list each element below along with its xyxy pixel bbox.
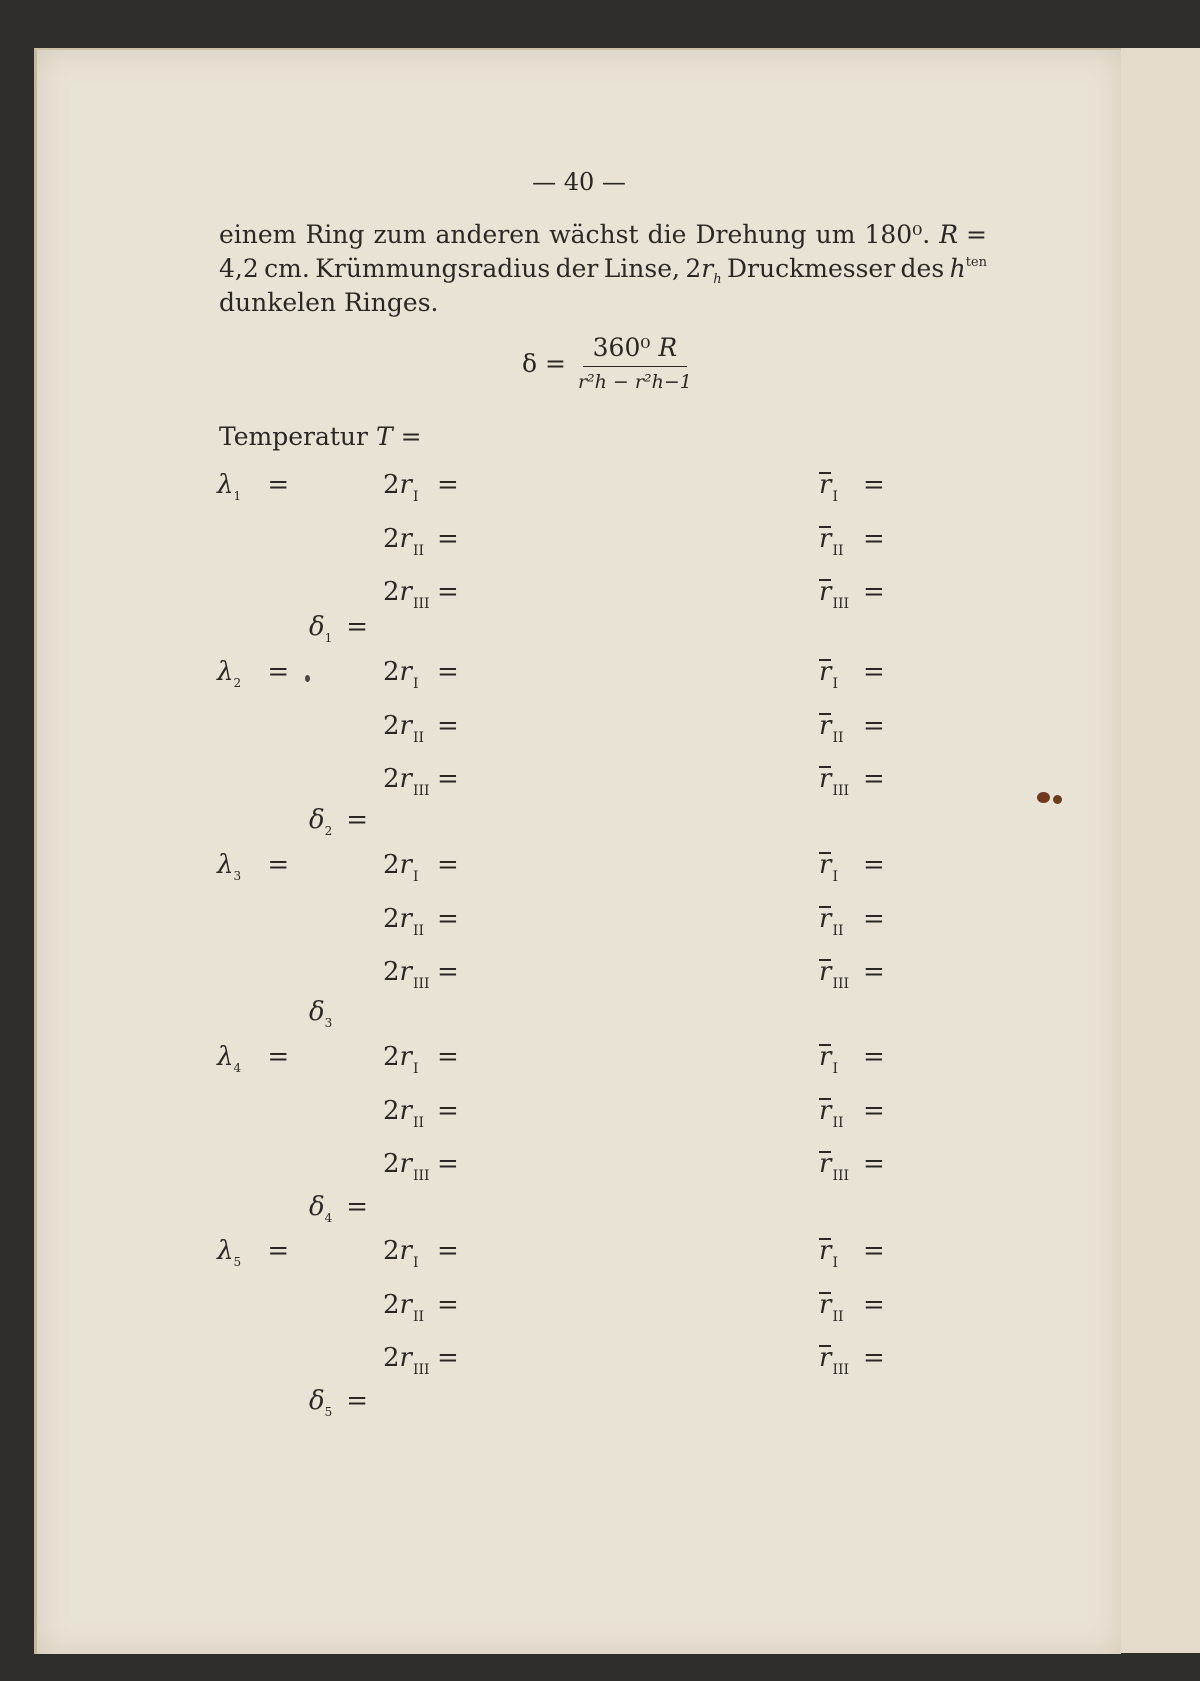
mean-radius-equals: =: [863, 957, 885, 987]
mean-radius-equals: =: [863, 1096, 885, 1126]
delta-index: 3: [324, 1016, 333, 1030]
diameter-equals: =: [437, 711, 459, 741]
intro-word: wächst: [549, 220, 639, 249]
roman-index: III: [412, 1168, 430, 1184]
intro-word: der: [555, 254, 599, 283]
intro-word: des: [900, 254, 945, 283]
diameter-equals: =: [437, 470, 459, 500]
roman-index: II: [412, 1115, 425, 1131]
roman-index: III: [412, 596, 430, 612]
diameter-2r-II-row: $2r_{II}$: [383, 711, 425, 746]
roman-index: II: [832, 543, 844, 559]
symbol-R: R: [658, 333, 678, 362]
intro-word: 4,2: [219, 254, 259, 283]
roman-index: I: [412, 869, 419, 885]
r-bar-symbol: [819, 957, 832, 987]
diameter-2r-I-row: $2r_I$: [383, 470, 419, 505]
roman-index: I: [832, 676, 838, 692]
diameter-equals: =: [437, 957, 459, 987]
symbol-T: T: [375, 422, 393, 451]
intro-word: Krümmungsradius: [315, 254, 551, 283]
symbol-r: r: [399, 1042, 412, 1072]
diameter-equals: =: [437, 764, 459, 794]
diameter-2r-III-row: $2r_{III}$: [383, 577, 430, 612]
roman-index: II: [412, 730, 425, 746]
lambda-index: 1: [233, 489, 242, 503]
roman-index: I: [832, 1061, 838, 1077]
delta-index: 1: [324, 631, 333, 645]
delta-2-label: [309, 805, 368, 838]
delta-symbol: δ: [309, 805, 325, 835]
delta-index: 4: [324, 1211, 333, 1225]
lambda-1-label: [217, 470, 289, 503]
symbol-r: r: [399, 1149, 412, 1179]
subscript-h: h: [713, 272, 722, 287]
intro-word: die: [647, 220, 687, 249]
symbol-r: r: [399, 764, 412, 794]
delta-4-label: [309, 1192, 368, 1225]
lambda-equals: =: [259, 850, 290, 880]
symbol-r: r: [399, 577, 412, 607]
roman-index: II: [832, 923, 844, 939]
diameter-2r-II-row: $2r_{II}$: [383, 524, 425, 559]
delta-3-label: [309, 997, 332, 1030]
diameter-2r-II-row: $2r_{II}$: [383, 1290, 425, 1325]
r-bar-symbol: [819, 470, 832, 500]
facing-page-edge: [1118, 48, 1200, 1653]
roman-index: III: [412, 783, 430, 799]
lambda-index: 5: [233, 1255, 242, 1269]
roman-index: III: [832, 596, 850, 612]
lambda-symbol: λ: [217, 657, 234, 687]
intro-word: einem: [219, 220, 297, 249]
delta-5-label: [309, 1386, 368, 1419]
diameter-2r-III-row: $2r_{III}$: [383, 1149, 430, 1184]
roman-index: II: [832, 1309, 844, 1325]
delta-symbol: δ: [309, 612, 325, 642]
ink-stain: [1053, 795, 1062, 804]
symbol-r: r: [819, 711, 832, 741]
formula-lhs: δ =: [522, 348, 566, 378]
r-bar-symbol: [819, 524, 832, 554]
mean-radius-II-row: [819, 1290, 844, 1325]
mean-radius-equals: =: [863, 764, 885, 794]
diameter-equals: =: [437, 1096, 459, 1126]
roman-index: II: [412, 543, 425, 559]
intro-word: anderen: [435, 220, 541, 249]
symbol-r: r: [819, 904, 832, 934]
diameter-2r-III-row: $2r_{III}$: [383, 764, 430, 799]
r-bar-symbol: [819, 1343, 832, 1373]
r-bar-symbol: [819, 577, 832, 607]
r-bar-symbol: [819, 1149, 832, 1179]
symbol-r: r: [819, 1290, 832, 1320]
lambda-symbol: λ: [217, 1236, 234, 1266]
formula-delta: [522, 333, 692, 393]
mean-radius-III-row: [819, 577, 849, 612]
lambda-3-label: [217, 850, 289, 883]
lambda-equals: =: [259, 470, 290, 500]
r-bar-symbol: [819, 1236, 832, 1266]
intro-word: zum: [373, 220, 427, 249]
mean-radius-I-row: [819, 657, 838, 692]
diameter-equals: =: [437, 1042, 459, 1072]
mean-radius-equals: =: [863, 904, 885, 934]
roman-index: I: [832, 489, 838, 505]
mean-radius-equals: =: [863, 470, 885, 500]
mean-radius-II-row: [819, 711, 844, 746]
symbol-r: r: [819, 1343, 832, 1373]
lambda-index: 2: [233, 676, 242, 690]
roman-index: II: [412, 1309, 425, 1325]
lambda-equals: =: [259, 1042, 290, 1072]
r-bar-symbol: [819, 1042, 832, 1072]
diameter-2r-I-row: $2r_I$: [383, 657, 419, 692]
symbol-r: r: [399, 850, 412, 880]
symbol-r: r: [819, 1042, 832, 1072]
delta-equals: =: [346, 1386, 369, 1416]
delta-equals: =: [346, 612, 369, 642]
ink-spot: [305, 675, 310, 682]
delta-1-label: [309, 612, 368, 645]
lambda-symbol: λ: [217, 850, 234, 880]
diameter-2r-III-row: $2r_{III}$: [383, 1343, 430, 1378]
r-bar-symbol: [819, 904, 832, 934]
symbol-r: r: [399, 1096, 412, 1126]
mean-radius-III-row: [819, 1343, 849, 1378]
mean-radius-III-row: [819, 1149, 849, 1184]
mean-radius-equals: =: [863, 1042, 885, 1072]
mean-radius-I-row: [819, 470, 838, 505]
roman-index: I: [832, 1255, 838, 1271]
diameter-equals: =: [437, 1149, 459, 1179]
delta-symbol: δ: [309, 1386, 325, 1416]
r-bar-symbol: [819, 657, 832, 687]
lambda-index: 4: [233, 1061, 242, 1075]
intro-line-2: [219, 254, 987, 287]
page-number: — 40 —: [532, 168, 626, 196]
roman-index: III: [832, 1362, 850, 1378]
mean-radius-I-row: [819, 850, 838, 885]
diameter-equals: =: [437, 1343, 459, 1373]
symbol-r: r: [399, 904, 412, 934]
lambda-equals: =: [259, 657, 290, 687]
symbol-r: r: [819, 764, 832, 794]
roman-index: I: [412, 1061, 419, 1077]
diameter-2r-II-row: $2r_{II}$: [383, 904, 425, 939]
roman-index: II: [832, 1115, 844, 1131]
symbol-r: r: [819, 1149, 832, 1179]
symbol-R: R: [939, 220, 959, 249]
lambda-5-label: [217, 1236, 289, 1269]
h-ten: [950, 254, 987, 287]
lambda-equals: =: [259, 1236, 290, 1266]
lambda-4-label: [217, 1042, 289, 1075]
r-bar-symbol: [819, 764, 832, 794]
roman-index: III: [412, 976, 430, 992]
mean-radius-equals: =: [863, 524, 885, 554]
roman-index: III: [832, 783, 850, 799]
lambda-symbol: λ: [217, 470, 234, 500]
delta-symbol: δ: [309, 997, 325, 1027]
symbol-r: r: [399, 957, 412, 987]
book-page: [34, 48, 1121, 1654]
mean-radius-equals: =: [863, 577, 885, 607]
symbol-r: r: [399, 657, 412, 687]
symbol-r: r: [819, 577, 832, 607]
diameter-2r-I-row: $2r_I$: [383, 1042, 419, 1077]
temperature-word: Temperatur: [219, 422, 376, 451]
symbol-r: r: [399, 711, 412, 741]
roman-index: I: [412, 1255, 419, 1271]
diameter-equals: =: [437, 524, 459, 554]
delta-symbol: δ: [309, 1192, 325, 1222]
symbol-r: r: [399, 1343, 412, 1373]
roman-index: III: [412, 1362, 430, 1378]
roman-index: I: [412, 489, 419, 505]
r-bar-symbol: [819, 1290, 832, 1320]
mean-radius-II-row: [819, 524, 844, 559]
diameter-equals: =: [437, 1290, 459, 1320]
mean-radius-III-row: [819, 764, 849, 799]
symbol-r: r: [701, 254, 714, 283]
r-bar-symbol: [819, 711, 832, 741]
diameter-equals: =: [437, 850, 459, 880]
lambda-symbol: λ: [217, 1042, 234, 1072]
intro-word: Ring: [305, 220, 365, 249]
diameter-equals: =: [437, 904, 459, 934]
symbol-r: r: [819, 1236, 832, 1266]
r-bar-symbol: [819, 1096, 832, 1126]
symbol-r: r: [399, 470, 412, 500]
superscript-ten: ten: [965, 255, 987, 270]
roman-index: II: [412, 923, 425, 939]
diameter-2r-I-row: $2r_I$: [383, 850, 419, 885]
delta-equals: =: [346, 805, 369, 835]
symbol-r: r: [399, 1290, 412, 1320]
symbol-r: r: [819, 524, 832, 554]
mean-radius-equals: =: [863, 711, 885, 741]
ink-stain: [1037, 792, 1050, 803]
formula-denominator: [578, 367, 692, 393]
roman-index: I: [412, 676, 419, 692]
intro-word: R =: [939, 220, 987, 249]
mean-radius-I-row: [819, 1236, 838, 1271]
diameter-2r-II-row: $2r_{II}$: [383, 1096, 425, 1131]
mean-radius-equals: =: [863, 1236, 885, 1266]
diameter-2r-III-row: $2r_{III}$: [383, 957, 430, 992]
temperature-equals: =: [392, 422, 422, 451]
roman-index: II: [832, 730, 844, 746]
intro-word: um: [815, 220, 856, 249]
intro-word: 180⁰.: [864, 220, 931, 249]
intro-word: Druckmesser: [727, 254, 896, 283]
delta-index: 2: [324, 824, 333, 838]
roman-index: III: [832, 1168, 850, 1184]
mean-radius-equals: =: [863, 657, 885, 687]
diameter-equals: =: [437, 1236, 459, 1266]
intro-line-3: dunkelen Ringes.: [219, 288, 439, 317]
mean-radius-equals: =: [863, 1290, 885, 1320]
mean-radius-equals: =: [863, 1343, 885, 1373]
symbol-r: r: [399, 524, 412, 554]
symbol-r: r: [399, 1236, 412, 1266]
mean-radius-II-row: [819, 1096, 844, 1131]
formula-numerator: 360⁰ R: [583, 333, 688, 367]
formula-fraction: [578, 333, 692, 393]
intro-word: cm.: [264, 254, 310, 283]
mean-radius-II-row: [819, 904, 844, 939]
intro-word: Drehung: [695, 220, 807, 249]
diameter-symbol: $2r_h$: [685, 254, 722, 287]
symbol-r: r: [819, 850, 832, 880]
symbol-r: r: [819, 1096, 832, 1126]
lambda-index: 3: [233, 869, 242, 883]
mean-radius-equals: =: [863, 1149, 885, 1179]
mean-radius-I-row: [819, 1042, 838, 1077]
diameter-equals: =: [437, 577, 459, 607]
symbol-r: r: [819, 470, 832, 500]
diameter-equals: =: [437, 657, 459, 687]
r-bar-symbol: [819, 850, 832, 880]
denominator-text: r²h − r²h−1: [577, 371, 692, 393]
delta-index: 5: [324, 1405, 333, 1419]
symbol-r: r: [819, 957, 832, 987]
roman-index: III: [832, 976, 850, 992]
symbol-r: r: [819, 657, 832, 687]
temperature-label: [219, 422, 422, 451]
intro-line-1: [219, 220, 987, 249]
roman-index: I: [832, 869, 838, 885]
intro-word: Linse,: [603, 254, 680, 283]
delta-equals: =: [346, 1192, 369, 1222]
mean-radius-equals: =: [863, 850, 885, 880]
diameter-2r-I-row: $2r_I$: [383, 1236, 419, 1271]
symbol-h: h: [949, 254, 966, 283]
lambda-2-label: [217, 657, 289, 690]
mean-radius-III-row: [819, 957, 849, 992]
